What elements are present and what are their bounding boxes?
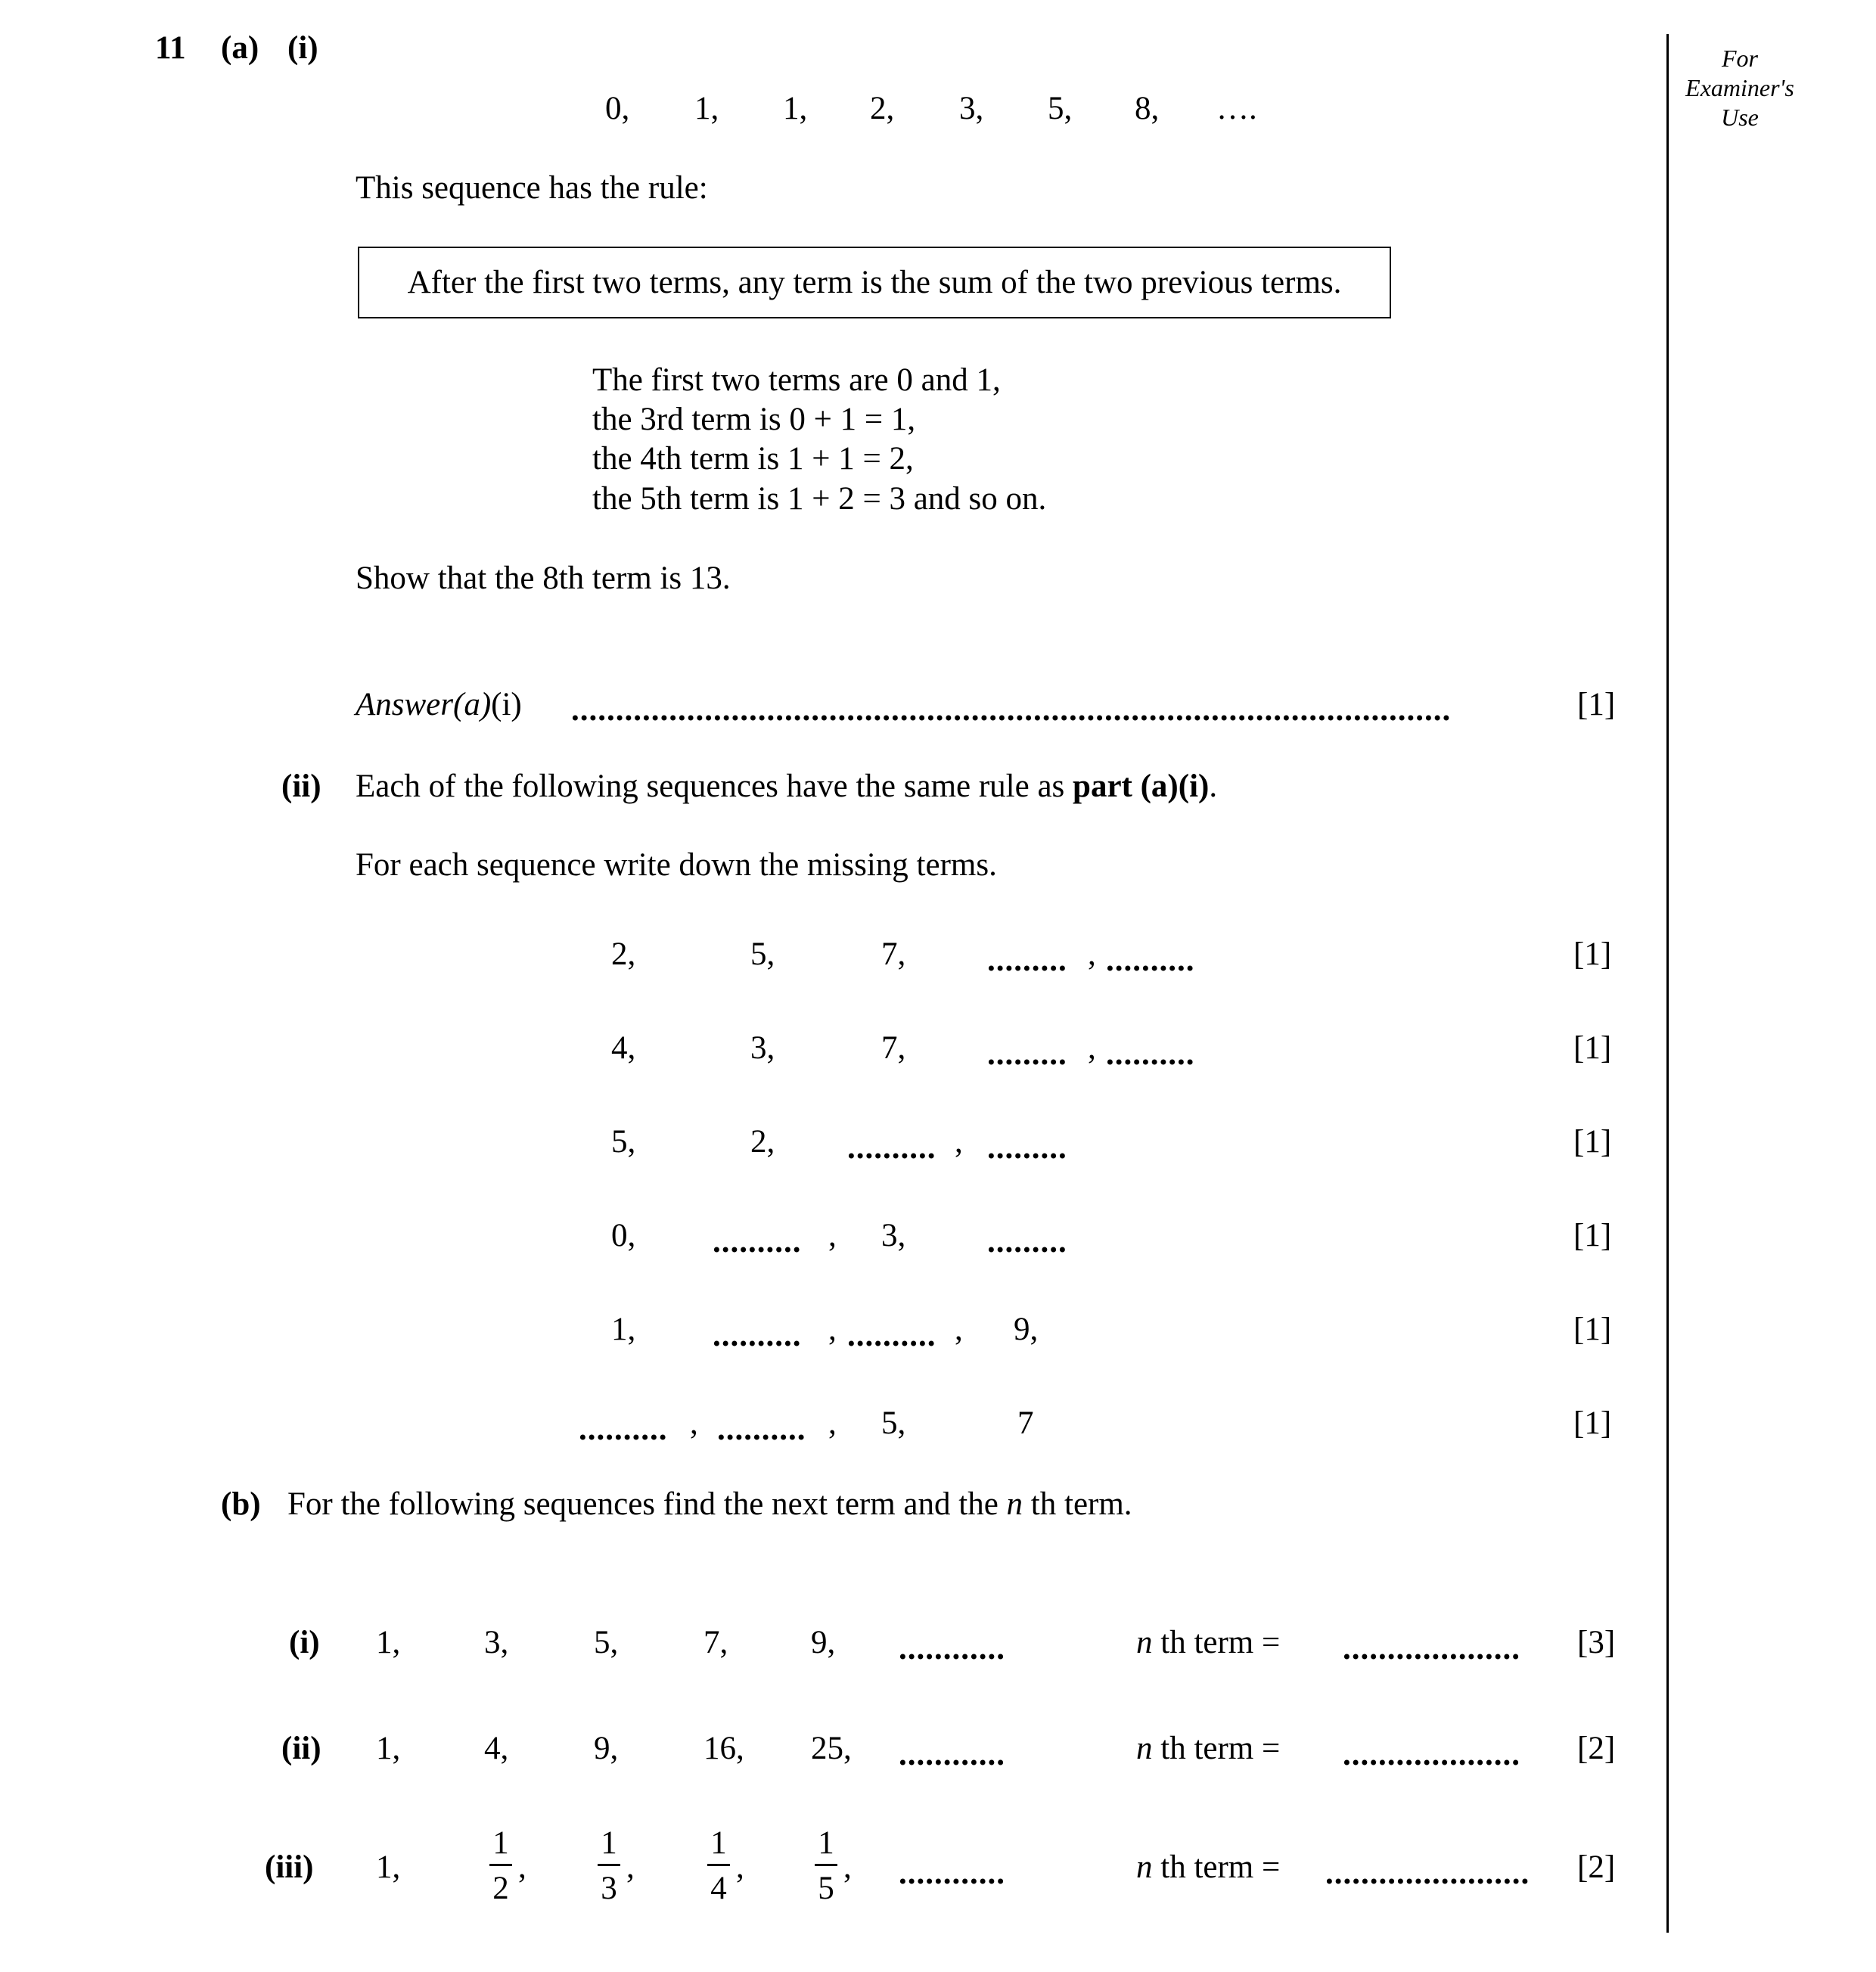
answer-label-italic: Answer(a) <box>356 687 492 722</box>
seq1-blank-2[interactable]: .......... <box>1106 943 1195 978</box>
b-i-label: (i) <box>289 1625 320 1660</box>
part-b-text-n: n <box>1006 1486 1023 1522</box>
b-iii-term-1: 1, <box>376 1849 401 1885</box>
marks-b-i: [3] <box>1577 1625 1616 1660</box>
b-i-term-1: 1, <box>376 1625 401 1660</box>
marks-seq3: [1] <box>1573 1124 1612 1160</box>
part-a-ii-label: (ii) <box>281 769 321 804</box>
part-b-text-before: For the following sequences find the next term and the <box>287 1486 1007 1522</box>
fraction-numerator: 1 <box>710 1825 727 1861</box>
seq6-comma-2: , <box>828 1405 837 1441</box>
b-iii-fraction-2 <box>586 1827 632 1905</box>
marks-seq1: [1] <box>1573 936 1612 972</box>
b-iii-nth-n: n <box>1136 1849 1153 1885</box>
question-number: 11 <box>155 30 186 66</box>
seq3-blank-2[interactable]: ......... <box>987 1130 1067 1166</box>
fraction-bar <box>707 1864 730 1866</box>
seq2-term-1: 4, <box>611 1030 636 1066</box>
seq3-term-1: 5, <box>611 1124 636 1160</box>
seq6-blank-1[interactable]: .......... <box>579 1411 668 1447</box>
fib-term-3: 1, <box>783 91 808 126</box>
explain-line-4: the 5th term is 1 + 2 = 3 and so on. <box>592 481 1047 517</box>
examiner-line-1: For <box>1722 45 1758 72</box>
fraction-denominator: 3 <box>601 1871 617 1906</box>
part-b-text-after: th term. <box>1023 1486 1132 1522</box>
b-i-nth-text: th term = <box>1152 1625 1281 1660</box>
part-b-text <box>287 1488 1132 1520</box>
seq5-blank-2[interactable]: .......... <box>847 1318 936 1353</box>
seq6-term-2: 7 <box>1017 1405 1034 1441</box>
b-ii-nth-n: n <box>1136 1731 1153 1766</box>
part-a-label: (a) <box>221 30 259 66</box>
b-iii-comma-2: , <box>626 1849 635 1885</box>
seq2-term-2: 3, <box>750 1030 775 1066</box>
fib-term-7: 8, <box>1135 91 1160 126</box>
part-ii-text-before: Each of the following sequences have the same rule as <box>356 769 1073 804</box>
seq2-blank-1[interactable]: ......... <box>987 1036 1067 1072</box>
seq6-comma-1: , <box>690 1405 698 1441</box>
b-iii-nth-text: th term = <box>1152 1849 1281 1885</box>
part-b-label: (b) <box>221 1486 261 1522</box>
fraction-numerator: 1 <box>601 1825 617 1861</box>
seq3-blank-1[interactable]: .......... <box>847 1130 936 1166</box>
seq4-term-2: 3, <box>881 1218 906 1253</box>
fraction-bar <box>598 1864 620 1866</box>
b-ii-term-1: 1, <box>376 1731 401 1766</box>
answer-a-i-label <box>356 688 522 721</box>
seq1-term-1: 2, <box>611 936 636 972</box>
part-a-ii-text <box>356 770 1217 803</box>
seq4-comma: , <box>828 1218 837 1253</box>
explain-line-3: the 4th term is 1 + 1 = 2, <box>592 441 914 477</box>
seq5-term-1: 1, <box>611 1312 636 1347</box>
fib-ellipsis: …. <box>1216 91 1257 126</box>
fib-term-5: 3, <box>959 91 984 126</box>
answer-a-i-line[interactable]: ................................................................................................... <box>571 692 1452 728</box>
rule-text: After the first two terms, any term is the sum of the two previous terms. <box>407 265 1342 300</box>
b-ii-term-3: 9, <box>594 1731 619 1766</box>
seq5-term-2: 9, <box>1014 1312 1039 1347</box>
b-i-next-term-blank[interactable]: ............ <box>899 1631 1005 1666</box>
seq6-blank-2[interactable]: .......... <box>717 1411 806 1447</box>
seq4-term-1: 0, <box>611 1218 636 1253</box>
seq3-comma: , <box>955 1124 963 1160</box>
seq5-blank-1[interactable]: .......... <box>713 1318 802 1353</box>
fib-term-2: 1, <box>694 91 719 126</box>
part-ii-text-after: . <box>1209 769 1218 804</box>
fraction-bar <box>815 1864 837 1866</box>
intro-text: This sequence has the rule: <box>356 170 708 206</box>
marks-seq4: [1] <box>1573 1218 1612 1253</box>
b-i-term-5: 9, <box>811 1625 836 1660</box>
examiner-margin-line <box>1666 34 1669 1933</box>
b-i-nth-n: n <box>1136 1625 1153 1660</box>
fib-term-6: 5, <box>1048 91 1073 126</box>
b-i-term-2: 3, <box>484 1625 509 1660</box>
b-ii-term-2: 4, <box>484 1731 509 1766</box>
b-iii-nth-label <box>1136 1851 1280 1883</box>
part-ii-text-bold: part (a)(i) <box>1073 769 1210 804</box>
seq4-blank-1[interactable]: .......... <box>713 1224 802 1259</box>
b-ii-label: (ii) <box>281 1731 321 1766</box>
marks-seq6: [1] <box>1573 1405 1612 1441</box>
b-iii-comma-1: , <box>518 1849 526 1885</box>
seq2-term-3: 7, <box>881 1030 906 1066</box>
b-iii-comma-3: , <box>736 1849 744 1885</box>
fib-term-1: 0, <box>605 91 630 126</box>
b-iii-label: (iii) <box>265 1849 314 1885</box>
seq2-comma: , <box>1088 1030 1096 1066</box>
part-a-ii-instruction: For each sequence write down the missing terms. <box>356 847 997 883</box>
b-i-nth-label <box>1136 1626 1280 1659</box>
seq5-comma-2: , <box>955 1312 963 1347</box>
b-ii-nth-label <box>1136 1732 1280 1765</box>
seq1-term-2: 5, <box>750 936 775 972</box>
b-iii-fraction-3 <box>696 1827 741 1905</box>
fraction-numerator: 1 <box>818 1825 834 1861</box>
marks-seq2: [1] <box>1573 1030 1612 1066</box>
b-ii-nth-blank[interactable]: .................... <box>1343 1737 1520 1772</box>
seq6-term-1: 5, <box>881 1405 906 1441</box>
seq5-comma-1: , <box>828 1312 837 1347</box>
explain-line-2: the 3rd term is 0 + 1 = 1, <box>592 402 916 437</box>
fraction-denominator: 2 <box>492 1871 509 1906</box>
rule-box <box>358 247 1391 318</box>
seq1-blank-1[interactable]: ......... <box>987 943 1067 978</box>
b-ii-term-5: 25, <box>811 1731 852 1766</box>
examiner-use-label <box>1672 44 1808 132</box>
seq1-term-3: 7, <box>881 936 906 972</box>
fraction-bar <box>489 1864 512 1866</box>
marks-b-ii: [2] <box>1577 1731 1616 1766</box>
b-iii-fraction-1 <box>478 1827 523 1905</box>
b-i-term-4: 7, <box>704 1625 728 1660</box>
fraction-denominator: 5 <box>818 1871 834 1906</box>
explain-line-1: The first two terms are 0 and 1, <box>592 362 1001 398</box>
examiner-line-2: Examiner's <box>1685 74 1794 101</box>
part-a-i-label: (i) <box>287 30 318 66</box>
b-ii-nth-text: th term = <box>1152 1731 1281 1766</box>
b-iii-nth-blank[interactable]: ....................... <box>1325 1856 1530 1891</box>
answer-label-plain: (i) <box>491 687 522 722</box>
seq3-term-2: 2, <box>750 1124 775 1160</box>
show-instruction: Show that the 8th term is 13. <box>356 561 731 596</box>
b-ii-term-4: 16, <box>704 1731 744 1766</box>
b-iii-comma-4: , <box>843 1849 852 1885</box>
b-i-term-3: 5, <box>594 1625 619 1660</box>
b-i-nth-blank[interactable]: .................... <box>1343 1631 1520 1666</box>
seq2-blank-2[interactable]: .......... <box>1106 1036 1195 1072</box>
fraction-numerator: 1 <box>492 1825 509 1861</box>
b-iii-next-term-blank[interactable]: ............ <box>899 1856 1005 1891</box>
seq4-blank-2[interactable]: ......... <box>987 1224 1067 1259</box>
examiner-line-3: Use <box>1721 104 1759 131</box>
b-iii-fraction-4 <box>803 1827 849 1905</box>
marks-a-i: [1] <box>1577 687 1616 722</box>
b-ii-next-term-blank[interactable]: ............ <box>899 1737 1005 1772</box>
marks-b-iii: [2] <box>1577 1849 1616 1885</box>
marks-seq5: [1] <box>1573 1312 1612 1347</box>
seq1-comma: , <box>1088 936 1096 972</box>
fib-term-4: 2, <box>870 91 895 126</box>
fraction-denominator: 4 <box>710 1871 727 1906</box>
